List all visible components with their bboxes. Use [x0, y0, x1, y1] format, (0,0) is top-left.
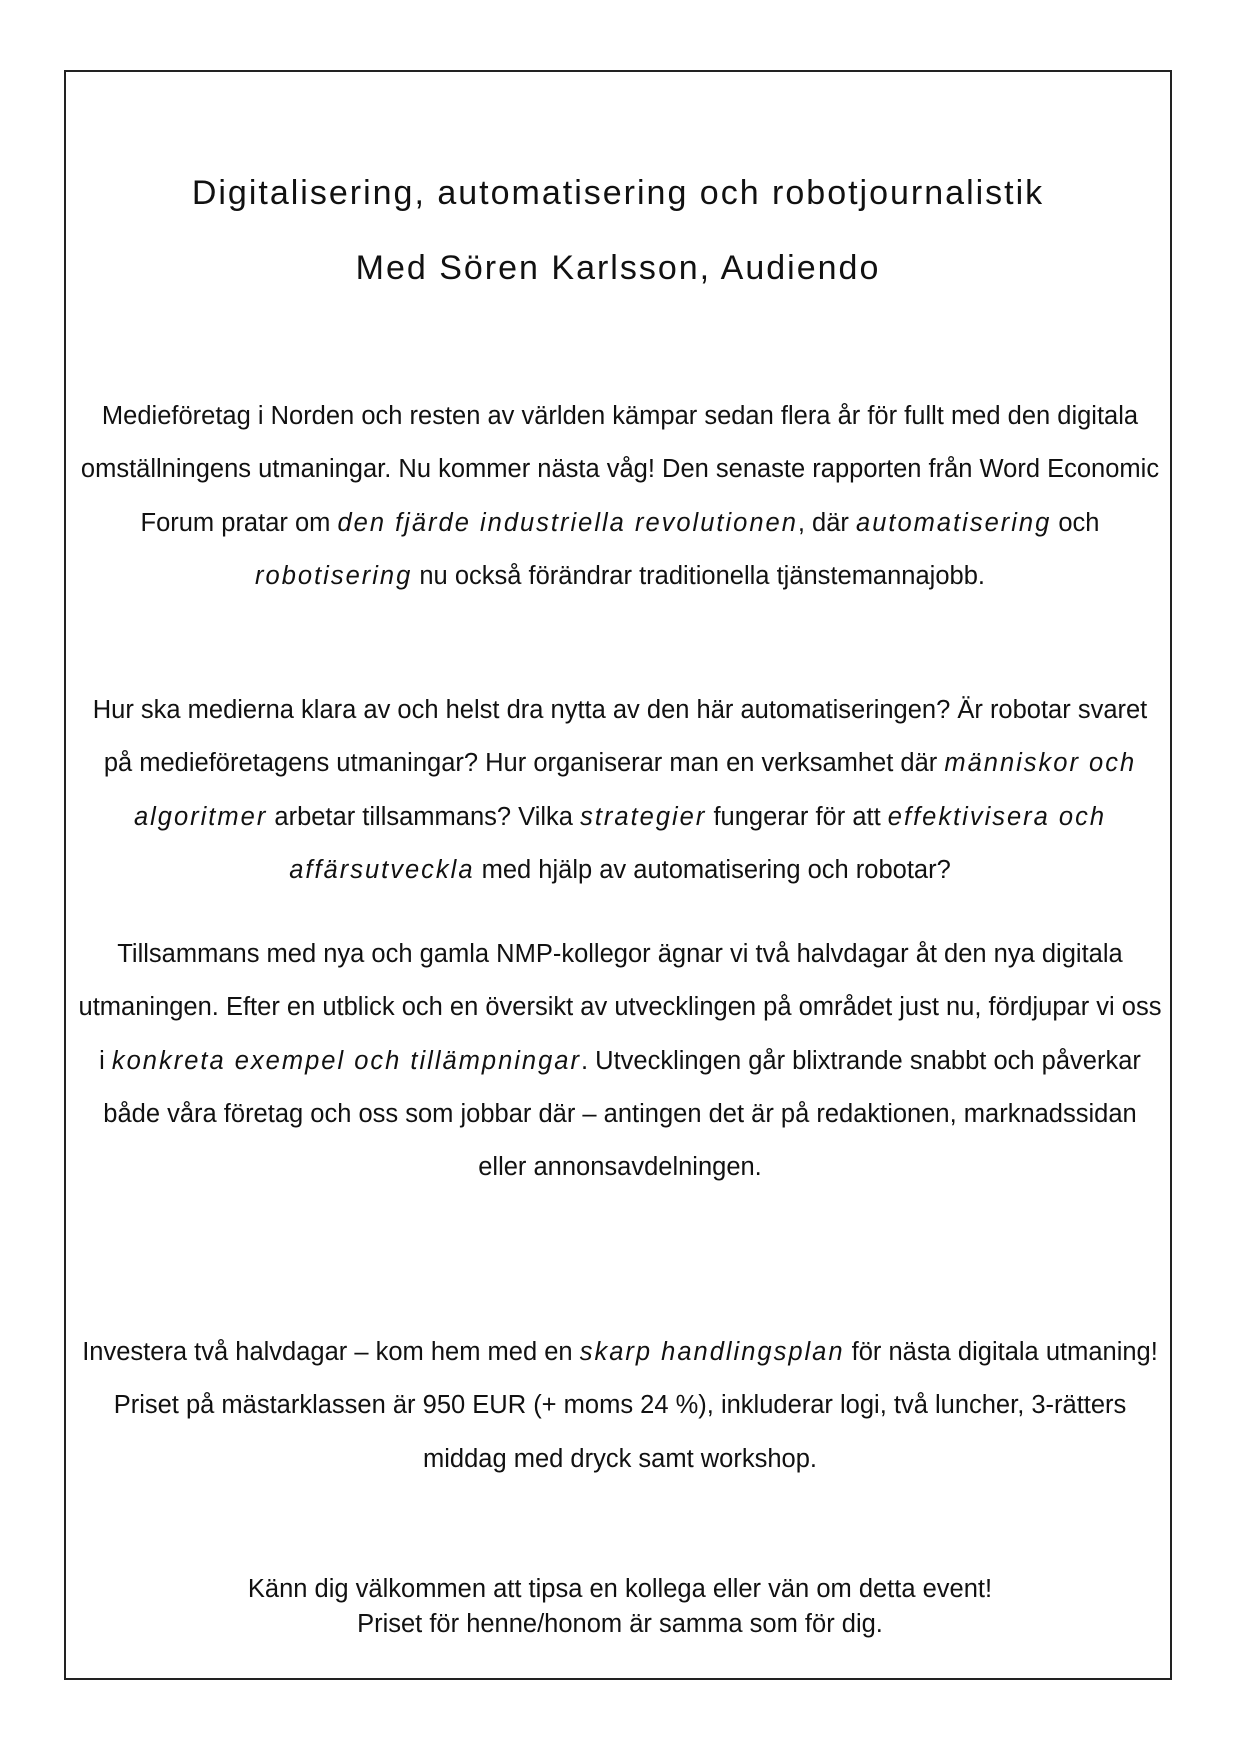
paragraph-text: arbetar tillsammans? Vilka [267, 802, 581, 831]
paragraph-text: Tillsammans med nya och gamla NMP-kollegor ägnar vi två halvdagar åt den nya digitala utmaningen. Efter en utblick och en översikt av utvecklingen på området just nu, fördjupar vi oss i [78, 940, 1162, 1075]
paragraph-text: Investera två halvdagar – kom hem med en [82, 1338, 580, 1366]
emphasis-text: automatisering [856, 508, 1052, 537]
emphasis-text: människor och algoritmer [133, 749, 1137, 831]
paragraph-program [76, 928, 1164, 1194]
paragraph-text: nu också förändrar traditionella tjänstemannajobb. [412, 561, 985, 590]
paragraph-text: fungerar för att [706, 802, 888, 831]
page-title: Digitalisering, automatisering och robotjournalistik [191, 174, 1045, 212]
emphasis-text: skarp handlingsplan [579, 1338, 845, 1366]
page-subtitle: Med Sören Karlsson, Audiendo [355, 249, 881, 287]
closing-line-2: Priset för henne/honom är samma som för dig. [357, 1610, 883, 1638]
paragraph-questions [76, 684, 1164, 897]
emphasis-text: strategier [580, 802, 707, 831]
document-frame [64, 70, 1172, 1680]
paragraph-text: , där [797, 508, 857, 537]
closing-note [76, 1572, 1164, 1642]
emphasis-text: konkreta exempel och tillämpningar [111, 1046, 581, 1075]
paragraph-text: och [1051, 508, 1100, 537]
emphasis-text: effektivisera och affärsutveckla [289, 802, 1107, 884]
paragraph-text: för nästa digitala utmaning! Priset på mästarklassen är 950 EUR (+ moms 24 %), inkluderar logi, två luncher, 3-rätters middag med dryck samt workshop. [113, 1338, 1158, 1473]
paragraph-text: med hjälp av automatisering och robotar? [474, 855, 951, 884]
paragraph-price [76, 1326, 1164, 1486]
paragraph-intro [76, 390, 1164, 603]
paragraph-text: Hur ska medierna klara av och helst dra nytta av den här automatiseringen? Är robotar svaret på medieföretagens utmaningar? Hur organiserar man en verksamhet där [92, 696, 1148, 778]
closing-line-1: Känn dig välkommen att tipsa en kollega eller vän om detta event! [247, 1575, 993, 1603]
paragraph-text: Medieföretag i Norden och resten av världen kämpar sedan flera år för fullt med den digitala omställningens utmaningar. Nu kommer nästa våg! Den senaste rapporten från Word Economic Forum pratar om [80, 402, 1160, 537]
emphasis-text: den fjärde industriella revolutionen [337, 508, 798, 537]
paragraph-text: . Utvecklingen går blixtrande snabbt och påverkar både våra företag och oss som jobbar där – antingen det är på redaktionen, marknadssidan eller annonsavdelningen. [103, 1046, 1141, 1182]
emphasis-text: robotisering [255, 561, 413, 590]
